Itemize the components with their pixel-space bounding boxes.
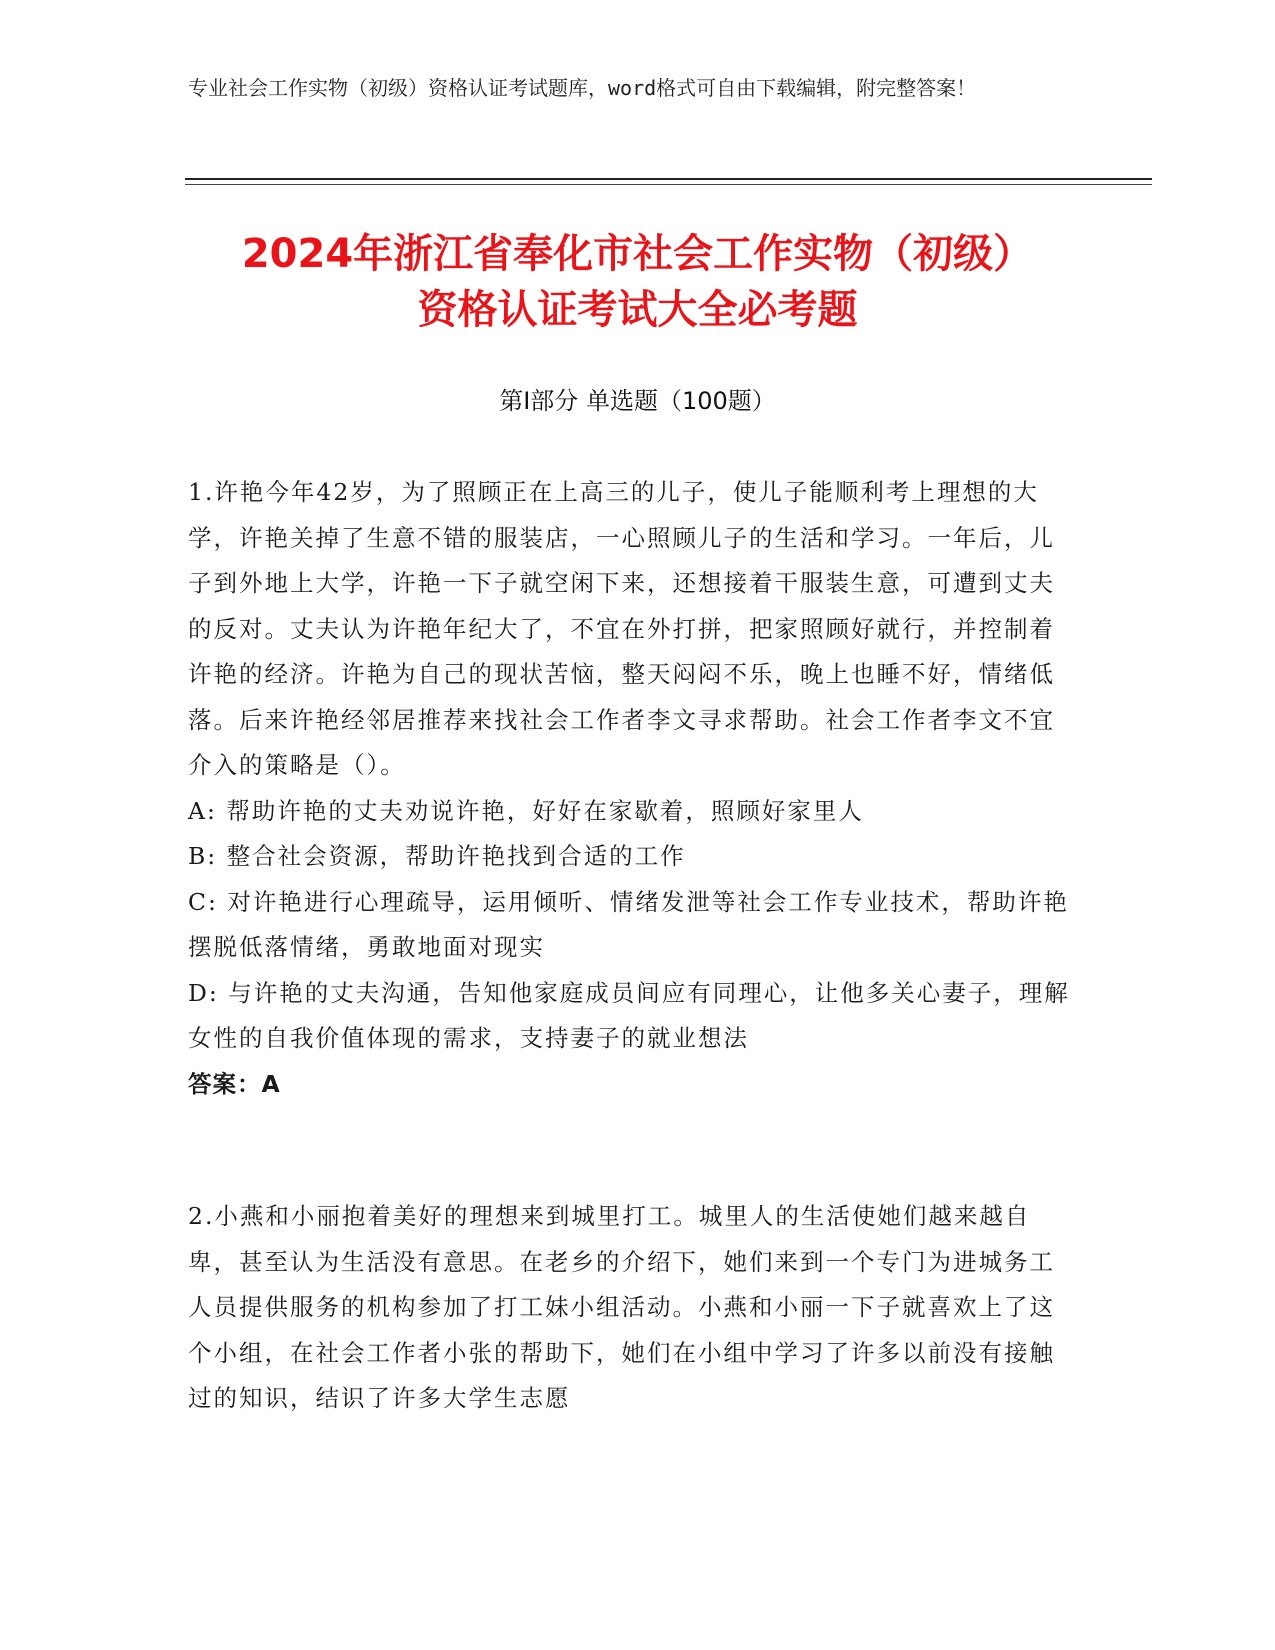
- question-1: [188, 470, 1073, 1107]
- option-c: C: 对许艳进行心理疏导，运用倾听、情绪发泄等社会工作专业技术，帮助许艳摆脱低落情绪，勇敢地面对现实: [188, 887, 1069, 961]
- document-title-line2: 资格认证考试大全必考题: [417, 287, 858, 333]
- document-title: [170, 226, 1105, 338]
- header-note: 专业社会工作实物（初级）资格认证考试题库，word格式可自由下载编辑，附完整答案！: [188, 76, 977, 100]
- option-b: B: 整合社会资源，帮助许艳找到合适的工作: [188, 842, 686, 870]
- answer-line: 答案：A: [188, 1069, 281, 1098]
- option-a: A: 帮助许艳的丈夫劝说许艳，好好在家歇着，照顾好家里人: [188, 796, 864, 825]
- question-stem: 2.小燕和小丽抱着美好的理想来到城里打工。城里人的生活使她们越来越自卑，甚至认为生活没有意思。在老乡的介绍下，她们来到一个专门为进城务工人员提供服务的机构参加了打工妹小组活动。小燕和小丽一下子就喜欢上了这个小组，在社会工作者小张的帮助下，她们在小组中学习了许多以前没有接触过的知识，结识了许多大学生志愿: [188, 1202, 1055, 1412]
- header-divider-thick: [185, 178, 1152, 180]
- header-divider-thin: [185, 184, 1152, 185]
- question-stem: 1.许艳今年42岁，为了照顾正在上高三的儿子，使儿子能顺利考上理想的大学，许艳关掉了生意不错的服装店，一心照顾儿子的生活和学习。一年后，儿子到外地上大学，许艳一下子就空闲下来，还想接着干服装生意，可遭到丈夫的反对。丈夫认为许艳年纪大了，不宜在外打拼，把家照顾好就行，并控制着许艳的经济。许艳为自己的现状苦恼，整天闷闷不乐，晚上也睡不好，情绪低落。后来许艳经邻居推荐来找社会工作者李文寻求帮助。社会工作者李文不宜介入的策略是（）。: [188, 478, 1055, 779]
- option-d: D: 与许艳的丈夫沟通，告知他家庭成员间应有同理心，让他多关心妻子，理解女性的自我价值体现的需求，支持妻子的就业想法: [188, 978, 1070, 1052]
- document-title-line1: 2024年浙江省奉化市社会工作实物（初级）: [241, 231, 1034, 277]
- question-2: [188, 1194, 1073, 1422]
- section-title: 第Ⅰ部分 单选题（100题）: [499, 387, 776, 415]
